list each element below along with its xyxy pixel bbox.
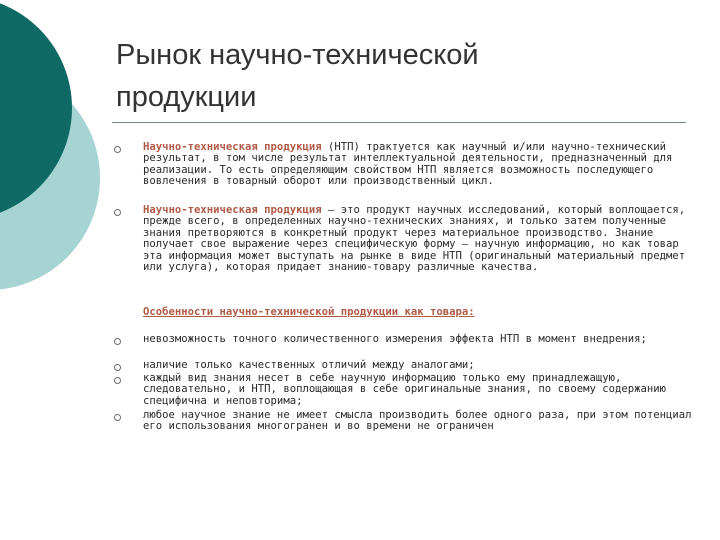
- feature-item: невозможность точного количественного измерения эффекта НТП в момент внедрения;: [143, 333, 647, 345]
- bullet-icon: [114, 338, 121, 345]
- feature-item: каждый вид знания несет в себе научную информацию только ему принадлежащую, следовательно, и НТП, воплощающая в себе оригинальные знания, по своему содержанию специфична и неповторима;: [143, 372, 666, 407]
- definition-paragraph-2: [143, 205, 693, 273]
- bullet-icon: [114, 209, 121, 216]
- definition-paragraph-1: [143, 142, 693, 188]
- bullet-icon: [114, 377, 121, 384]
- feature-item: наличие только качественных отличий между аналогами;: [143, 359, 475, 371]
- features-heading: Особенности научно-технической продукции как товара:: [143, 306, 475, 318]
- definition-term: Научно-техническая продукция: [143, 141, 322, 153]
- bullet-icon: [114, 414, 121, 421]
- decorative-circles: [0, 0, 110, 300]
- feature-item: любое научное знание не имеет смысла производить более одного раза, при этом потенциал его использования многогранен и во времени не ограничен: [143, 409, 692, 433]
- bullet-icon: [114, 146, 121, 153]
- slide-title: [116, 34, 676, 118]
- title-divider: [112, 122, 686, 123]
- definition-text: (НТП) трактуется как научный и/или научно-технический результат, в том числе результат интеллектуальной деятельности, предназначенный для реализации. То есть определяющим свойством НТП является возможность последующего вовлечения в товарный оборот или производственный цикл.: [143, 141, 673, 188]
- definition-term: Научно-техническая продукция: [143, 204, 322, 216]
- definition-text: — это продукт научных исследований, который воплощается, прежде всего, в определенных научно-технических знаниях, и только затем полученные знания претворяются в конкретный продукт через материальное производство. Знание получает свое выражение через специфическую форму — научную информацию, но как товар эта информация может выступать на рынке в виде НТП (оригинальный материальный предмет или услуга), которая придает знанию-товару различные качества.: [143, 204, 686, 274]
- bullet-icon: [114, 364, 121, 371]
- slide-title-line1: Рынок научно-технической: [116, 39, 479, 71]
- slide-title-line2: продукции: [116, 81, 257, 113]
